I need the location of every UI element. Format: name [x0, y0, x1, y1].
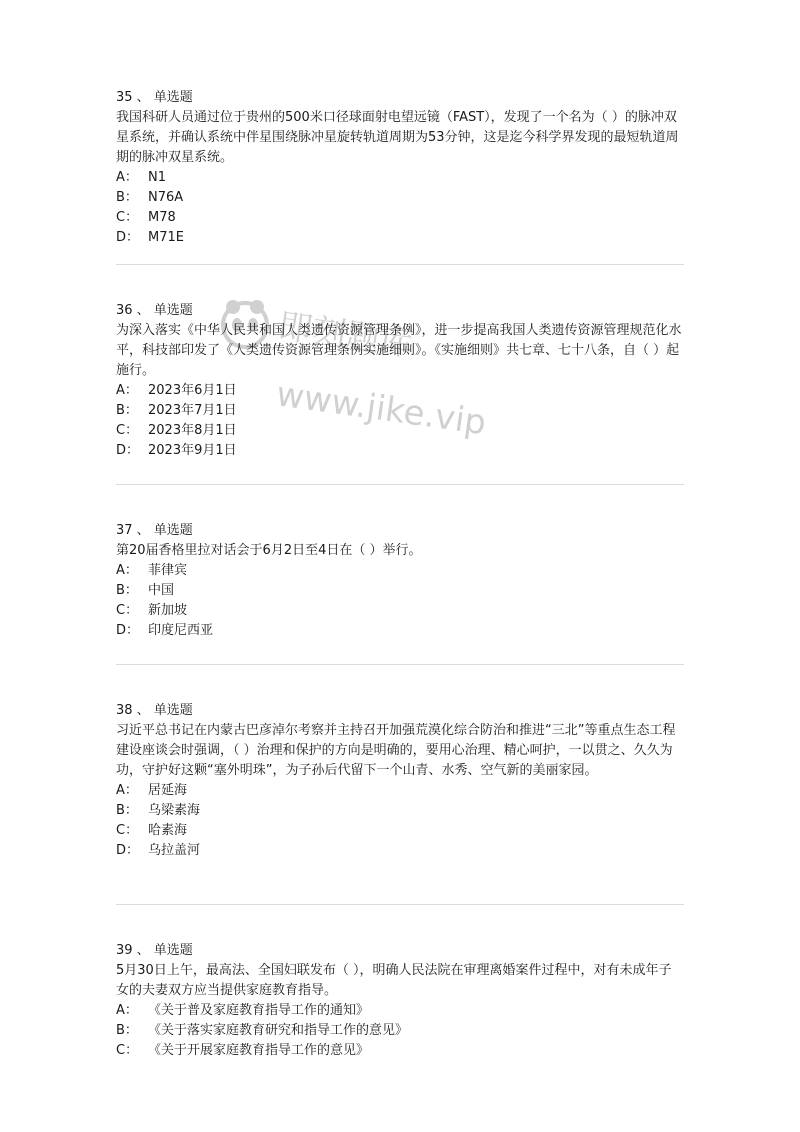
question-header: 35 、 单选题 — [116, 90, 193, 105]
question-stem: 习近平总书记在内蒙古巴彦淖尔考察并主持召开加强荒漠化综合防治和推进“三北”等重点生态工程建设座谈会时强调，（ ）治理和保护的方向是明确的，要用心治理、精心呵护，一以贯之、久久为功，守护好这颗“塞外明珠”，为子孙后代留下一个山青、水秀、空气新的美丽家园。 — [116, 723, 676, 778]
option-text: 2023年8月1日 — [148, 423, 237, 438]
option-b[interactable] — [116, 801, 684, 821]
question-header: 36 、 单选题 — [116, 303, 193, 318]
option-c[interactable] — [116, 421, 684, 441]
option-d[interactable] — [116, 441, 684, 461]
divider — [116, 484, 684, 485]
question-39 — [116, 941, 684, 1061]
option-letter: D： — [116, 623, 140, 638]
option-a[interactable] — [116, 781, 684, 801]
question-header: 39 、 单选题 — [116, 943, 193, 958]
option-b[interactable] — [116, 188, 684, 208]
question-header: 37 、 单选题 — [116, 523, 193, 538]
option-c[interactable] — [116, 1041, 684, 1061]
option-letter: A： — [116, 170, 138, 185]
option-text: 乌梁素海 — [148, 803, 201, 818]
option-d[interactable] — [116, 841, 684, 861]
divider — [116, 264, 684, 265]
option-b[interactable] — [116, 581, 684, 601]
option-letter: B： — [116, 583, 138, 598]
option-text: 哈素海 — [148, 823, 188, 838]
option-text: 乌拉盖河 — [148, 843, 201, 858]
option-d[interactable] — [116, 228, 684, 248]
watermark-cn-text: 即刻题库 — [275, 306, 416, 365]
option-text: N76A — [148, 190, 184, 205]
option-a[interactable] — [116, 561, 684, 581]
option-text: 2023年9月1日 — [148, 443, 237, 458]
option-letter: D： — [116, 230, 140, 245]
option-letter: D： — [116, 443, 140, 458]
option-letter: B： — [116, 190, 138, 205]
option-letter: A： — [116, 1003, 138, 1018]
question-header: 38 、 单选题 — [116, 703, 193, 718]
option-a[interactable] — [116, 381, 684, 401]
question-38 — [116, 701, 684, 861]
option-text: M78 — [148, 210, 176, 225]
option-a[interactable] — [116, 168, 684, 188]
divider — [116, 904, 684, 905]
option-text: 2023年7月1日 — [148, 403, 237, 418]
option-letter: B： — [116, 803, 138, 818]
watermark-url-text: www.jike.vip — [273, 374, 489, 444]
option-text: 居延海 — [148, 783, 188, 798]
option-text: 《关于开展家庭教育指导工作的意见》 — [148, 1043, 370, 1058]
option-letter: C： — [116, 603, 139, 618]
option-text: 菲律宾 — [148, 563, 188, 578]
option-c[interactable] — [116, 208, 684, 228]
question-stem: 为深入落实《中华人民共和国人类遗传资源管理条例》，进一步提高我国人类遗传资源管理规范化水平，科技部印发了《人类遗传资源管理条例实施细则》。《实施细则》共七章、七十八条，自（ ）起施行。 — [116, 323, 682, 378]
option-text: 《关于普及家庭教育指导工作的通知》 — [148, 1003, 370, 1018]
option-text: N1 — [148, 170, 166, 185]
option-a[interactable] — [116, 1001, 684, 1021]
option-c[interactable] — [116, 821, 684, 841]
option-letter: A： — [116, 563, 138, 578]
option-letter: C： — [116, 210, 139, 225]
option-text: 《关于落实家庭教育研究和指导工作的意见》 — [148, 1023, 409, 1038]
option-letter: B： — [116, 1023, 138, 1038]
question-36 — [116, 301, 684, 461]
question-stem: 我国科研人员通过位于贵州的500米口径球面射电望远镜（FAST），发现了一个名为（ ）的脉冲双星系统，并确认系统中伴星围绕脉冲星旋转轨道周期为53分钟，这是迄今科学界发现的最短轨道周期的脉冲双星系统。 — [116, 110, 679, 165]
question-35 — [116, 88, 684, 248]
option-text: 新加坡 — [148, 603, 188, 618]
option-c[interactable] — [116, 601, 684, 621]
option-text: 2023年6月1日 — [148, 383, 237, 398]
question-stem: 第20届香格里拉对话会于6月2日至4日在（ ）举行。 — [116, 543, 422, 558]
option-letter: C： — [116, 423, 139, 438]
divider — [116, 664, 684, 665]
option-text: M71E — [148, 230, 184, 245]
question-37 — [116, 521, 684, 641]
option-letter: B： — [116, 403, 138, 418]
question-stem: 5月30日上午，最高法、全国妇联发布（ ），明确人民法院在审理离婚案件过程中，对有未成年子女的夫妻双方应当提供家庭教育指导。 — [116, 963, 672, 998]
option-d[interactable] — [116, 621, 684, 641]
option-text: 印度尼西亚 — [148, 623, 214, 638]
option-letter: C： — [116, 823, 139, 838]
option-letter: D： — [116, 843, 140, 858]
option-text: 中国 — [148, 583, 175, 598]
option-b[interactable] — [116, 1021, 684, 1041]
option-letter: A： — [116, 783, 138, 798]
option-letter: C： — [116, 1043, 139, 1058]
option-letter: A： — [116, 383, 138, 398]
option-b[interactable] — [116, 401, 684, 421]
